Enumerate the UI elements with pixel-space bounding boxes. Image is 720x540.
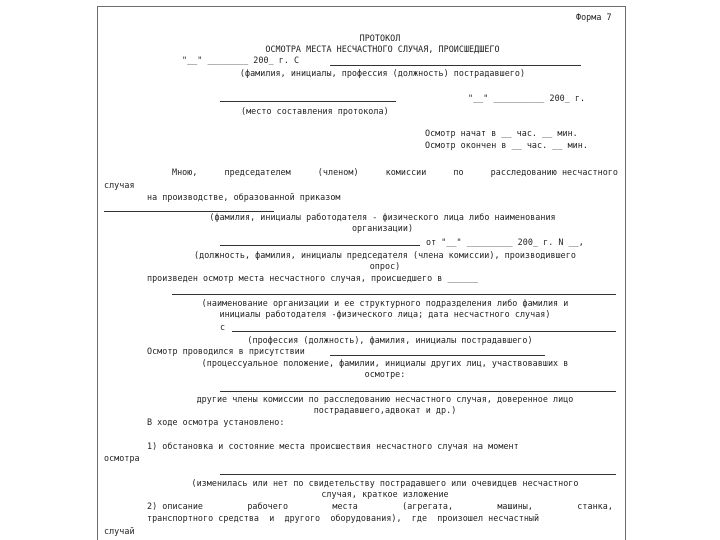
caption-presence-1: (процессуальное положение, фамилии, инициалы других лиц, участвовавших в — [201, 358, 569, 368]
word: рабочего — [247, 501, 289, 511]
case-word: случая — [104, 180, 135, 190]
caption-chairman-1: (должность, фамилия, инициалы председателя (члена комиссии), производившего — [194, 250, 576, 260]
caption-org-2: инициалы работодателя -физического лица; дата несчастного случая) — [219, 309, 551, 319]
word: станка, — [577, 501, 613, 511]
place-underline — [220, 101, 396, 102]
word: председателем — [224, 167, 291, 177]
word: машины, — [497, 501, 533, 511]
protocol-title: ПРОТОКОЛ — [359, 33, 401, 43]
inspection-end: Осмотр окончен в __ час. __ мин. — [425, 140, 588, 150]
chairman-line — [172, 167, 618, 178]
caption-item-1b: случая, краткое изложение — [321, 489, 449, 499]
word: 2) описание — [147, 501, 204, 511]
production-line: на производстве, образованной приказом — [147, 192, 341, 202]
org-underline — [172, 294, 616, 295]
caption-chairman-2: опрос) — [369, 261, 401, 271]
caption-victim: (фамилия, инициалы, профессия (должность) пострадавшего) — [239, 68, 526, 78]
protocol-subtitle: ОСМОТРА МЕСТА НЕСЧАСТНОГО СЛУЧАЯ, ПРОИСШЕДШЕГО — [265, 44, 500, 54]
item1-underline — [220, 474, 616, 475]
caption-employer-2: организации) — [351, 223, 414, 233]
inspection-done-line: произведен осмотр места несчастного случая, происшедшего в ______ — [147, 273, 478, 283]
date-line: "__" ________ 200_ г. С — [182, 55, 300, 65]
presence-line: Осмотр проводился в присутствии — [147, 346, 305, 356]
word: комиссии — [385, 167, 427, 177]
word: (членом) — [317, 167, 359, 177]
found-line: В ходе осмотра установлено: — [147, 417, 285, 427]
caption-employer-1: (фамилия, инициалы работодателя - физического лица либо наименования — [209, 212, 556, 222]
date-line-2: "__" __________ 200_ г. — [468, 93, 586, 103]
item-2-line — [147, 501, 613, 512]
word: Мною, — [172, 167, 198, 177]
caption-item-1a: (изменилась или нет по свидетельству пострадавшего или очевидцев несчастного — [191, 478, 579, 488]
profession-underline — [232, 331, 616, 332]
caption-org-1: (наименование организации и ее структурного подразделения либо фамилия и — [201, 298, 569, 308]
caption-presence-2: осмотре: — [364, 369, 406, 379]
item-1-continued: осмотра — [104, 453, 140, 463]
item-2-line-2: транспортного средства и другого оборудования), где произошел несчастный — [147, 513, 540, 523]
with-word: с — [220, 322, 226, 332]
item-2-continued: случай — [104, 526, 135, 536]
caption-place: (место составления протокола) — [241, 106, 389, 116]
order-underline — [220, 245, 420, 246]
victim-underline — [330, 65, 581, 66]
form-label: Форма 7 — [576, 12, 612, 22]
presence-underline — [330, 355, 545, 356]
members-underline — [220, 391, 616, 392]
caption-profession: (профессия (должность), фамилия, инициалы пострадавшего) — [247, 335, 533, 345]
caption-members-2: пострадавшего,адвокат и др.) — [313, 405, 457, 415]
word: расследованию несчастного — [490, 167, 618, 177]
word: места — [332, 501, 358, 511]
item-1: 1) обстановка и состояние места происшествия несчастного случая на момент — [147, 441, 519, 451]
word: по — [453, 167, 464, 177]
caption-members-1: другие члены комиссии по расследованию несчастного случая, доверенное лицо — [196, 394, 574, 404]
inspection-start: Осмотр начат в __ час. __ мин. — [425, 128, 578, 138]
word: (агрегата, — [402, 501, 454, 511]
order-line: от "__" _________ 200_ г. N __, — [426, 237, 584, 247]
